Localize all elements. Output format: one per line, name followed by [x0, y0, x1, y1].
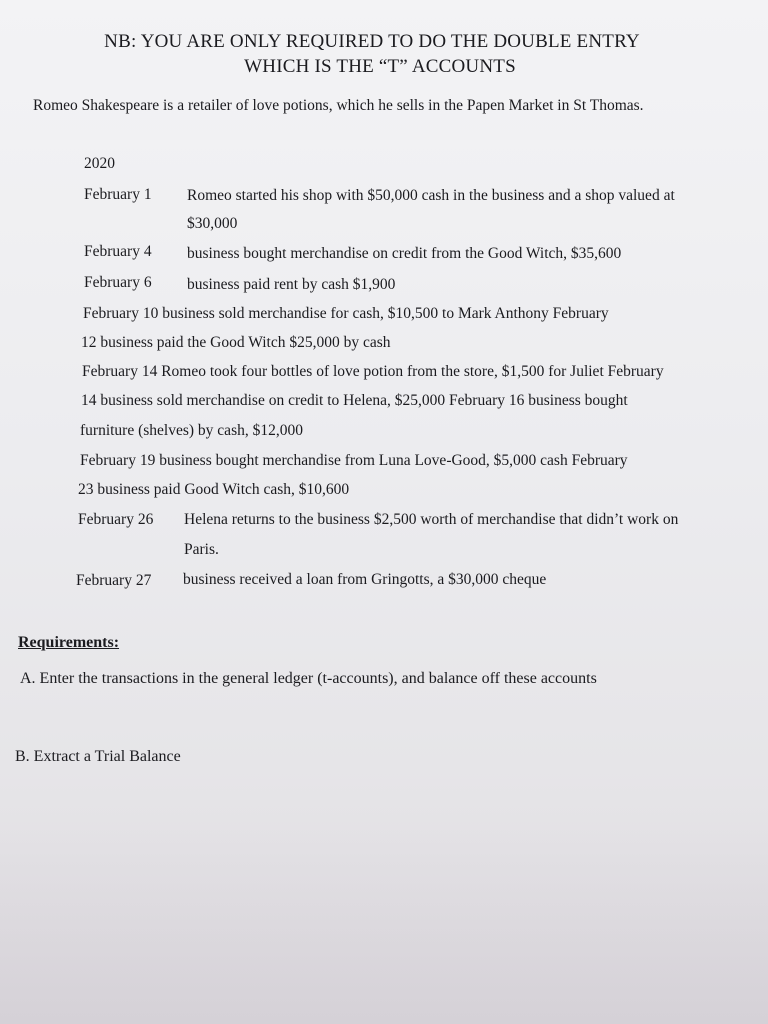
requirement-a: A. Enter the transactions in the general ledger (t-accounts), and balance off these accounts	[20, 670, 597, 687]
transaction-text: business paid rent by cash $1,900	[187, 276, 396, 293]
paragraph-line: February 10 business sold merchandise for cash, $10,500 to Mark Anthony February	[83, 305, 609, 322]
transaction-text-continued: Paris.	[184, 541, 219, 558]
transaction-date: February 6	[84, 274, 152, 291]
transaction-text: business bought merchandise on credit from the Good Witch, $35,600	[187, 245, 622, 262]
transaction-date: February 26	[78, 511, 154, 528]
notice-heading-line-2: WHICH IS THE “T” ACCOUNTS	[244, 56, 516, 77]
paragraph-line: 14 business sold merchandise on credit to Helena, $25,000 February 16 business bought	[81, 392, 628, 409]
requirements-heading: Requirements:	[18, 634, 120, 651]
paragraph-line: 23 business paid Good Witch cash, $10,600	[78, 481, 350, 498]
transaction-text: Helena returns to the business $2,500 worth of merchandise that didn’t work on	[184, 511, 679, 528]
paragraph-line: 12 business paid the Good Witch $25,000 by cash	[81, 334, 391, 351]
requirement-b: B. Extract a Trial Balance	[15, 748, 181, 765]
notice-heading-line-1: NB: YOU ARE ONLY REQUIRED TO DO THE DOUBLE ENTRY	[104, 31, 640, 52]
paragraph-line: furniture (shelves) by cash, $12,000	[80, 422, 303, 439]
paragraph-line: February 19 business bought merchandise from Luna Love-Good, $5,000 cash February	[80, 452, 628, 469]
transaction-date: February 4	[84, 243, 152, 260]
year-label: 2020	[84, 155, 115, 172]
transaction-text: business received a loan from Gringotts, a $30,000 cheque	[183, 571, 547, 588]
transaction-text-continued: $30,000	[187, 215, 238, 232]
transaction-text: Romeo started his shop with $50,000 cash in the business and a shop valued at	[187, 187, 675, 204]
transaction-date: February 27	[76, 572, 152, 589]
intro-paragraph: Romeo Shakespeare is a retailer of love potions, which he sells in the Papen Market in St Thomas.	[33, 97, 644, 114]
paragraph-line: February 14 Romeo took four bottles of love potion from the store, $1,500 for Juliet February	[82, 363, 664, 380]
transaction-date: February 1	[84, 186, 152, 203]
